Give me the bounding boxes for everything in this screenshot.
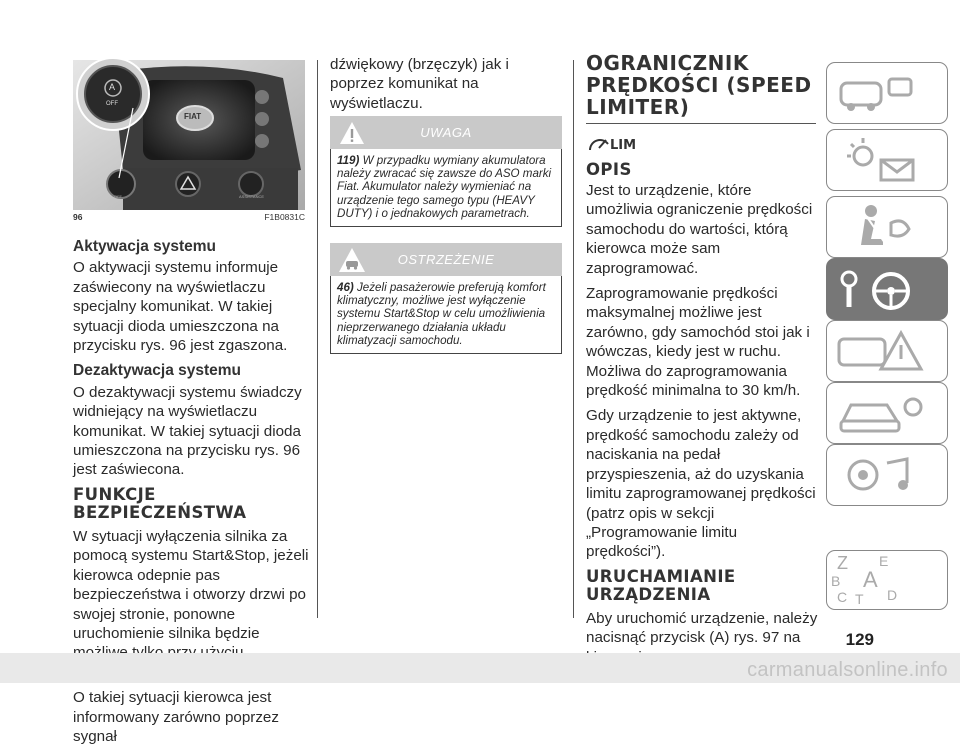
- paragraph-continuation: dźwiękowy (brzęczyk) jak i poprzez komunikat na wyświetlaczu.: [330, 56, 509, 112]
- safety-seat-icon: [827, 197, 947, 257]
- index-letter-a: A: [863, 567, 878, 592]
- figure-caption: [73, 212, 305, 222]
- figure-code: F1B0831C: [264, 212, 305, 222]
- index-letter-z: Z: [837, 553, 848, 573]
- warning-number: 119): [337, 154, 360, 167]
- button-a-off-label: OFF: [106, 101, 118, 107]
- button-off-label: OFF: [114, 194, 122, 199]
- caution-box: [330, 243, 562, 354]
- column-3: [586, 52, 818, 673]
- tab-multimedia[interactable]: [826, 444, 948, 506]
- multimedia-icon: [827, 445, 947, 505]
- heading-safety-functions: FUNKCJE BEZPIECZEŃSTWA: [73, 484, 247, 522]
- column-divider-2: [573, 60, 574, 618]
- warning-box: [330, 116, 562, 227]
- index-letter-c: C: [837, 589, 848, 605]
- car-dashboard-icon: [827, 63, 947, 123]
- paragraph-activation: O aktywacji systemu informuje zaświecony na wyświetlaczu specjalny komunikat. W takiej sytuacji dioda umieszczona na przycisku rys. 96 jest zgaszona.: [73, 259, 288, 355]
- tab-warning-lights[interactable]: [826, 129, 948, 191]
- caution-number: 46): [337, 281, 354, 294]
- warning-body: [330, 149, 562, 227]
- car-service-icon: [827, 383, 947, 443]
- paragraph-description-3: Gdy urządzenie to jest aktywne, prędkość samochodu zależy od naciskania na pedał przyspieszenia, aż do uzyskania limitu zaprogramowanej prędkości (patrz opis w sekcji „Programowanie limitu prędkości”).: [586, 407, 816, 561]
- tab-dashboard[interactable]: [826, 62, 948, 124]
- button-a-label: A: [109, 82, 116, 92]
- speed-limiter-icon: [586, 132, 637, 154]
- paragraph-description-1: Jest to urządzenie, które umożliwia ograniczenie prędkości samochodu do wartości, którą kierowca może sam zaprogramować.: [586, 182, 813, 277]
- warning-header: [330, 116, 562, 149]
- column-2: [330, 55, 562, 119]
- warning-title: UWAGA: [420, 125, 472, 140]
- index-letter-e: E: [879, 553, 889, 569]
- paragraph-deactivation: O dezaktywacji systemu świadczy widniejący na wyświetlaczu komunikat. W takiej sytuacji dioda umieszczona na przycisku rys. 96 jest zaświecona.: [73, 383, 302, 479]
- index-letter-d: D: [887, 587, 898, 603]
- paragraph-safety-1: W sytuacji wyłączenia silnika za pomocą systemu Start&Stop, jeżeli kierowca odepnie pas bezpieczeństwa i otworzy drzwi po swojej stronie, ponowne uruchomienie silnika będzie: [73, 527, 309, 642]
- tab-start-driving[interactable]: [826, 258, 948, 320]
- button-assistance-label: ASSISTANCE: [239, 194, 265, 199]
- warning-text: W przypadku wymiany akumulatora należy zwracać się zawsze do ASO marki Fiat. Akumulator należy wymieniać na urządzenie tego samego typu (HEAVY DUTY) i o jednakowych parametrach.: [337, 154, 552, 220]
- caution-body: [330, 276, 562, 354]
- heading-deactivation: Dezaktywacja systemu: [73, 362, 242, 380]
- tab-emergency[interactable]: [826, 320, 948, 382]
- column-3-body: [586, 161, 818, 667]
- heading-description: OPIS: [586, 160, 632, 179]
- figure-number: 96: [73, 212, 83, 222]
- watermark-bar: [0, 653, 960, 683]
- index-letter-b: B: [831, 573, 841, 589]
- title-rule: [586, 123, 816, 124]
- dashboard-photo: [73, 60, 305, 210]
- tab-safety[interactable]: [826, 196, 948, 258]
- heading-activation: Aktywacja systemu: [73, 238, 217, 255]
- index-letter-t: T: [855, 591, 864, 607]
- caution-header: [330, 243, 562, 276]
- paragraph-description-2: Zaprogramowanie prędkości maksymalnej możliwe jest zarówno, gdy samochód stoi jak i wówczas, kiedy jest w ruchu. Możliwa do zaprogramowania prędkość minimalna to 30 km/h.: [586, 285, 810, 400]
- heading-activation-device: URUCHAMIANIE URZĄDZENIA: [586, 566, 736, 604]
- paragraph-activation-device: Aby uruchomić urządzenie, należy nacisnąć przycisk (A) rys. 97 na: [586, 609, 818, 647]
- emergency-triangle-icon: [827, 321, 947, 381]
- screen-brand: FIAT: [184, 112, 202, 121]
- page-number: 129: [845, 630, 874, 649]
- caution-title: OSTRZEŻENIE: [397, 252, 495, 267]
- paragraph-safety-2: O takiej sytuacji kierowca jest informowany zarówno poprzez sygnał: [73, 689, 279, 745]
- caution-text: Jeżeli pasażerowie preferują komfort klimatyczny, możliwe jest wyłączenie systemu Start&Stop w celu umożliwienia nieprzerwanego działania układu klimatyzacji samochodu.: [337, 281, 546, 347]
- watermark-text: carmanualsonline.info: [747, 659, 948, 681]
- key-steering-wheel-icon: [827, 259, 947, 319]
- tab-maintenance[interactable]: [826, 382, 948, 444]
- svg-text:LIM: LIM: [610, 138, 637, 153]
- tab-index[interactable]: [826, 550, 948, 610]
- section-title: OGRANICZNIK PRĘDKOŚCI (SPEED LIMITER): [586, 51, 812, 119]
- column-divider-1: [317, 60, 318, 618]
- figure-96: [73, 60, 305, 210]
- warning-lights-icon: [827, 130, 947, 190]
